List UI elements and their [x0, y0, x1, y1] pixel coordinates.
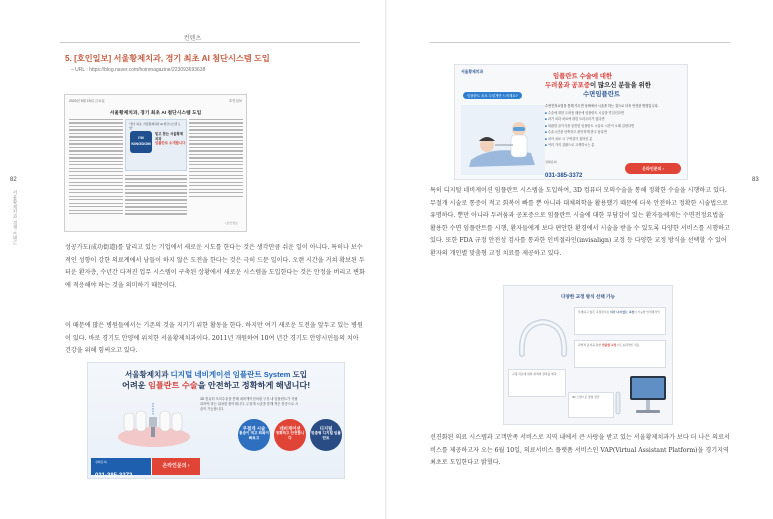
aligner-info-box-4: 3D 스캔으로 정밀 진단 — [568, 392, 614, 418]
paragraph-left-2: 이 때문에 많은 병원들에서는 기존의 것을 지키기 위한 활동을 한다. 하지만 여기 새로운 도전을 앞두고 있는 병원이 있다. 바로 경기도 안양에 위치한 서울황제치과이다. 2011년 개원하여 10여 년간 경기도 안양시민들의 치아 건강을 위해 힘써오고 있다. — [65, 322, 363, 355]
ad-right-phone-number: 031-385-3372 — [545, 173, 583, 179]
running-head: 컨텐츠 — [183, 35, 202, 42]
clipping-date: 2023년 5월 19일 금요일 — [69, 99, 105, 103]
feature-circle-incisionless — [238, 419, 270, 451]
clipping-slogan-2: 임플란트 소개합니다 — [155, 141, 186, 145]
clipping-slogan — [155, 132, 186, 146]
feature-1-title: 무절개 시술 — [242, 426, 266, 431]
ad-right-bubble: 임플란트 치료 두렵게만 느끼세요? — [463, 92, 522, 99]
clinic-logo: 서울황제치과 — [461, 70, 484, 74]
implant-ad-banner — [87, 362, 345, 479]
ad-right-list-item: ■ 수술에 대한 두려움 때문에 임플란트 시술을 망설인다면 — [545, 110, 624, 115]
ad-headline-1-pre: 서울황제치과 — [124, 370, 171, 379]
side-tab-label: 서울황제치과 경쟁 브랜드 — [13, 190, 18, 246]
feature-circle-navigation — [274, 419, 306, 451]
ad-right-online-inquiry-button[interactable]: 온라인문의 › — [625, 163, 681, 174]
intraoral-scanner-image — [612, 374, 670, 418]
clipping-column-right — [189, 119, 243, 199]
clipping-badge: I'M KINGDOM — [130, 131, 152, 153]
ad-phone-number: 031-385-3372 — [95, 473, 133, 479]
clipping-ad-image — [125, 119, 187, 171]
ad-feature-circles — [238, 419, 342, 451]
dentist-patient-illustration — [461, 105, 545, 175]
clipping-byline: / 호인일보 — [224, 221, 238, 225]
feature-circle-digital — [310, 419, 342, 451]
paragraph-left-1: 성공가도(成功街道)를 달리고 있는 기업에서 새로운 시도를 한다는 것은 생각만큼 쉬운 일이 아니다. 특히나 보수적인 성향이 강한 의료계에서 남들이 하지 않은 도전을 한다는 것은 극히 드문 일이다. 오랜 시간을 거쳐 확보된 두터운 환자층, 수년간 다져진 업무 시스템이 구축된 상황에서 새로운 시스템을 도입한다는 것은 안정을 버리고 변화에 적응해야 하는 것을 의미하기 때문이다. — [65, 244, 365, 289]
ad-headline-1 — [88, 369, 344, 380]
ad-right-headline-2 — [545, 80, 651, 89]
ad-right-list-lead: 수면전정요법을 통해 가수면 상태에서 시술을 하는 것으로 더욱 안전한 방법입니다. — [545, 104, 659, 108]
online-inquiry-button[interactable]: 온라인문의 › — [152, 458, 200, 475]
ad-headline-1-highlight: 디지털 네비게이션 임플란트 System — [170, 370, 291, 379]
implant-teeth-illustration — [114, 399, 194, 449]
sleep-implant-ad — [454, 64, 688, 180]
newspaper-clipping — [64, 94, 247, 232]
ad-phone-label: 전화문의 — [95, 460, 107, 464]
article-title: 5. [호인일보] 서울황제치과, 경기 최초 AI 첨단시스템 도입 — [65, 54, 270, 63]
orthodontic-options-panel — [503, 285, 673, 425]
ad-right-list-item: ■ 과거 치과 치료에 대한 트라우마가 있다면 — [545, 117, 605, 121]
ad-right-feature-list — [545, 103, 685, 149]
feature-2-title: 네비게이션 — [279, 426, 301, 431]
clipping-headline: 서울황제치과, 경기 최초 AI 첨단시스템 도입 — [109, 111, 202, 116]
ad-right-phone — [545, 160, 615, 179]
clear-aligner-image — [516, 314, 570, 362]
ad-headline-2-highlight: 임플란트 수술 — [147, 381, 198, 390]
feature-3-sub: 맞춤형 디지털 임플란트 — [311, 431, 341, 440]
ad-right-headline-1: 임플란트 수술에 대한 — [553, 73, 613, 80]
clipping-column-middle — [125, 175, 187, 217]
ad-right-headline-2-highlight: 두려움과 공포증 — [545, 82, 590, 89]
aligner-info-box-1: 투명하고 얇은 교정장치로 티가 나지 않는 교정이 가능한 인비절라인 — [574, 307, 666, 335]
clipping-slogan-1: 믿고 찾는 서울황제치과 — [155, 132, 184, 141]
ad-headline-1-post: 도입 — [290, 370, 307, 379]
ad-phone-box — [91, 458, 151, 479]
feature-1-sub: 통증이 적고 회복이 빠르고 — [239, 431, 269, 440]
ad-description: 3D 컴퓨터 모의수술을 통해 네비게이션처럼 구강 내 임플란트가 식립되어야 하는 위치를 찾아냅니다. 무절개 시술을 통해 적은 통증으로 시술이 가능합니다. — [200, 397, 299, 411]
header-rule-right — [430, 42, 730, 43]
ad-right-headline-3: 수면임플란트 — [583, 91, 621, 98]
paragraph-right-1: 특히 디지털 네비게이션 임플란트 시스템을 도입하여, 3D 컴퓨터 모의수술을 통해 정확한 수술을 시행하고 있다. 무절개 시술로 통증이 적고 회복이 빠를 뿐 아니라 대체의학을 활용했기 때문에 더욱 안전하고 정확한 시술법으로 유명하다. 뿐만 아니라 두려움과 공포증으로 임플란트 시술에 대한 부담감이 있는 환자들에게는 수면전정요법을 활용한 수면 임플란트를 시행, 환자들에게 보다 편안한 환경에서 시술을 받을 수 있도록 다양한 서비스를 시행하고 있다. 또한 FDA 규정 안전성 검사를 통과한 인비절라인(invisalign) 교정 등 다양한 교정 방식을 선택할 수 있어 환자의 개인별 맞춤형 교정 치료를 제공하고 있다. — [430, 187, 730, 257]
ad-right-list-item: ■ 치아 치료 시 구역질이 심하신 분 — [545, 136, 593, 141]
ad-right-list-item: ■ 여러 가지 질환으로 고생하시는 분 — [545, 143, 595, 147]
header-rule-left — [60, 42, 360, 43]
clipping-paper-name: 호인일보 — [228, 99, 242, 103]
feature-2-sub: 정확하고 안전합니다 — [275, 431, 305, 440]
ad-headline-2 — [88, 380, 344, 391]
aligner-title: 다양한 교정 방식 선택 가능 — [561, 294, 615, 299]
ad-headline-2-pre: 어려운 — [121, 381, 148, 390]
aligner-info-box-2: 과학적 분석을 통한 맞춤형 교정으로 효과적인 치료 — [574, 340, 666, 368]
paragraph-right-2: 선진화된 의료 시스템과 고객만족 서비스로 지역 내에서 큰 사랑을 받고 있는 서울황제치과가 보다 더 나은 의료서비스를 제공하고자 오는 6월 10일, 의료서비스 플랫폼 서비스인 VAP(Virtual Assistant Platform)을 경기지역 최초로 도입한다고 밝혔다. — [430, 434, 730, 467]
ad-right-headline-2-post: 이 많으신 분들을 위한 — [590, 82, 651, 89]
page-number-left: 82 — [10, 177, 17, 183]
aligner-info-box-3: 교정 치료에 대한 최적의 결과를 예측 — [508, 369, 566, 397]
feature-3-title: 디지털 — [319, 426, 333, 431]
clipping-ad-heading: "경기 최초, 서울황제치과 AI 첨단시스템 도입" — [129, 122, 181, 130]
clipping-masthead — [69, 98, 242, 103]
book-gutter — [385, 0, 387, 519]
ad-right-list-item: ■ 수술시간을 단축하고 편안하게 받고 싶다면 — [545, 130, 607, 134]
article-url[interactable]: – URL : https://blog.naver.com/hoinmagazine/223093693638 — [71, 67, 206, 73]
clipping-column-left — [69, 119, 123, 217]
page-number-right: 83 — [752, 177, 759, 183]
ad-headline-2-post: 을 안전하고 정확하게 해냅니다! — [197, 381, 311, 390]
ad-right-phone-label: 전화문의 — [545, 160, 557, 164]
ad-right-list-item: ■ 복잡한 골이식을 동반한 임플란트 시술로 시간이 오래 걸린다면 — [545, 123, 635, 128]
